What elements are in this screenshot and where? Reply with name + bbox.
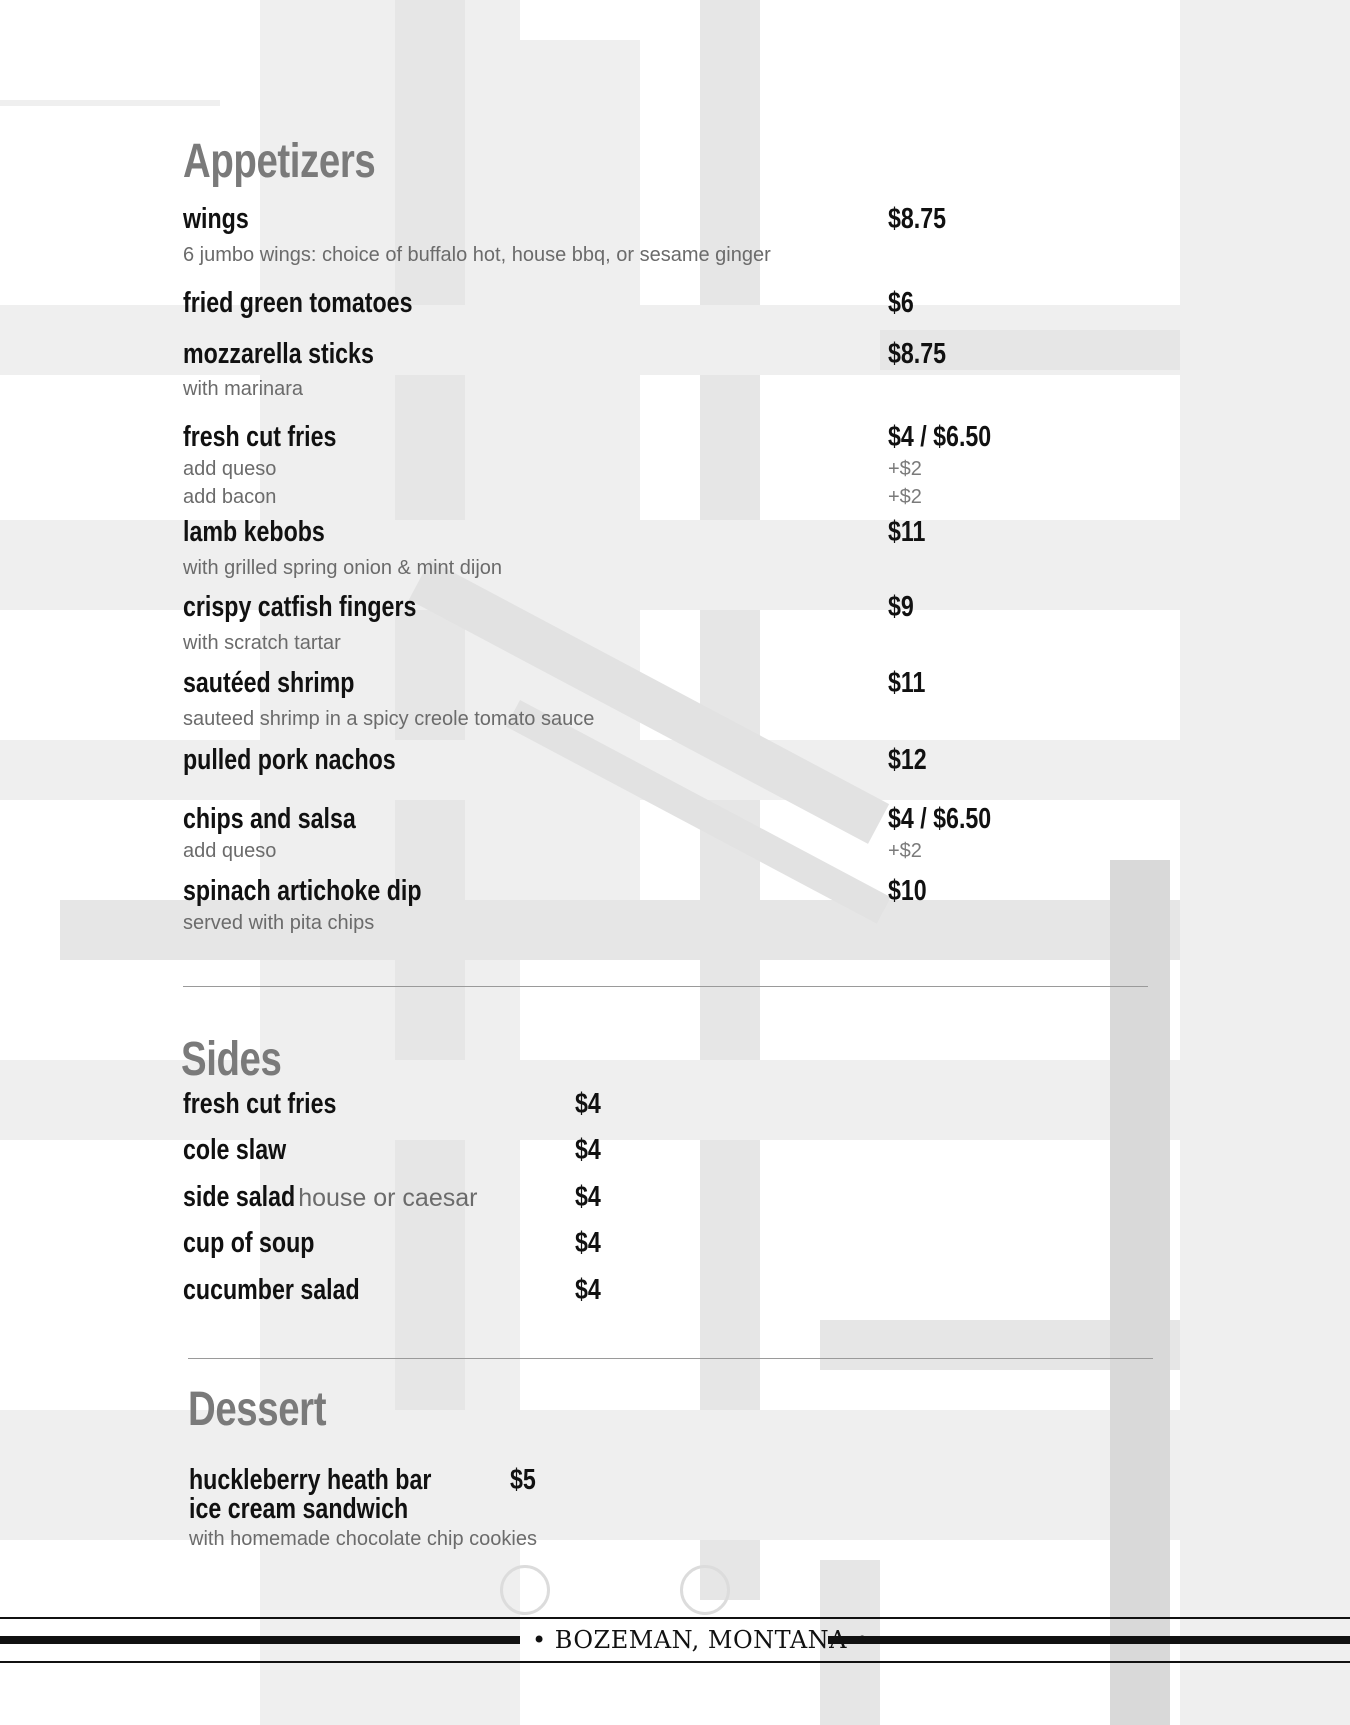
item-name-line1: huckleberry heath bar [189,1464,432,1496]
item-name: fried green tomatoes [183,287,413,319]
item-description: with grilled spring onion & mint dijon [183,557,503,579]
addon-price: +$2 [888,840,922,862]
item-price: $12 [888,744,927,776]
item-name [183,1181,478,1214]
appetizers-title: Appetizers [183,135,376,188]
item-name: sautéed shrimp [183,667,355,699]
section-divider [183,986,1148,987]
item-note: house or caesar [298,1184,478,1212]
item-description: 6 jumbo wings: choice of buffalo hot, house bbq, or sesame ginger [183,244,771,266]
item-price: $9 [888,591,914,623]
section-divider [188,1358,1153,1359]
item-price: $4 / $6.50 [888,803,992,835]
item-name: cucumber salad [183,1274,360,1306]
item-price: $8.75 [888,203,947,235]
item-name-text: side salad [183,1181,296,1213]
dessert-title: Dessert [188,1383,327,1436]
item-name: crispy catfish fingers [183,591,417,623]
item-name: cole slaw [183,1134,287,1166]
item-price: $5 [510,1464,536,1496]
item-description: with homemade chocolate chip cookies [189,1528,537,1550]
item-price: $10 [888,875,927,907]
footer-bottom-line [0,1661,1350,1663]
item-price: $4 [575,1134,601,1166]
item-description: sauteed shrimp in a spicy creole tomato sauce [183,708,595,730]
footer-top-line [0,1617,1350,1619]
item-price: $4 [575,1181,601,1213]
item-name: fresh cut fries [183,421,337,453]
item-name: fresh cut fries [183,1088,337,1120]
item-description: served with pita chips [183,912,375,934]
item-price: $6 [888,287,914,319]
footer-location: • BOZEMAN, MONTANA • [532,1626,870,1654]
footer-right-bar [828,1636,1350,1644]
item-price: $8.75 [888,338,947,370]
item-name: wings [183,203,249,235]
sides-title: Sides [181,1033,282,1086]
item-name: cup of soup [183,1227,315,1259]
addon-label: add bacon [183,486,277,508]
footer-left-bar [0,1636,520,1644]
item-name: lamb kebobs [183,516,325,548]
item-price: $4 [575,1274,601,1306]
item-name: mozzarella sticks [183,338,374,370]
item-price: $11 [888,516,926,548]
item-name: pulled pork nachos [183,744,396,776]
item-description: with scratch tartar [183,632,341,654]
item-description: with marinara [183,378,304,400]
item-name-line2: ice cream sandwich [189,1493,409,1525]
item-price: $4 [575,1088,601,1120]
addon-label: add queso [183,840,277,862]
addon-label: add queso [183,458,277,480]
item-name: spinach artichoke dip [183,875,422,907]
item-price: $11 [888,667,926,699]
item-price: $4 [575,1227,601,1259]
item-price: $4 / $6.50 [888,421,992,453]
addon-price: +$2 [888,486,922,508]
item-name: chips and salsa [183,803,356,835]
addon-price: +$2 [888,458,922,480]
